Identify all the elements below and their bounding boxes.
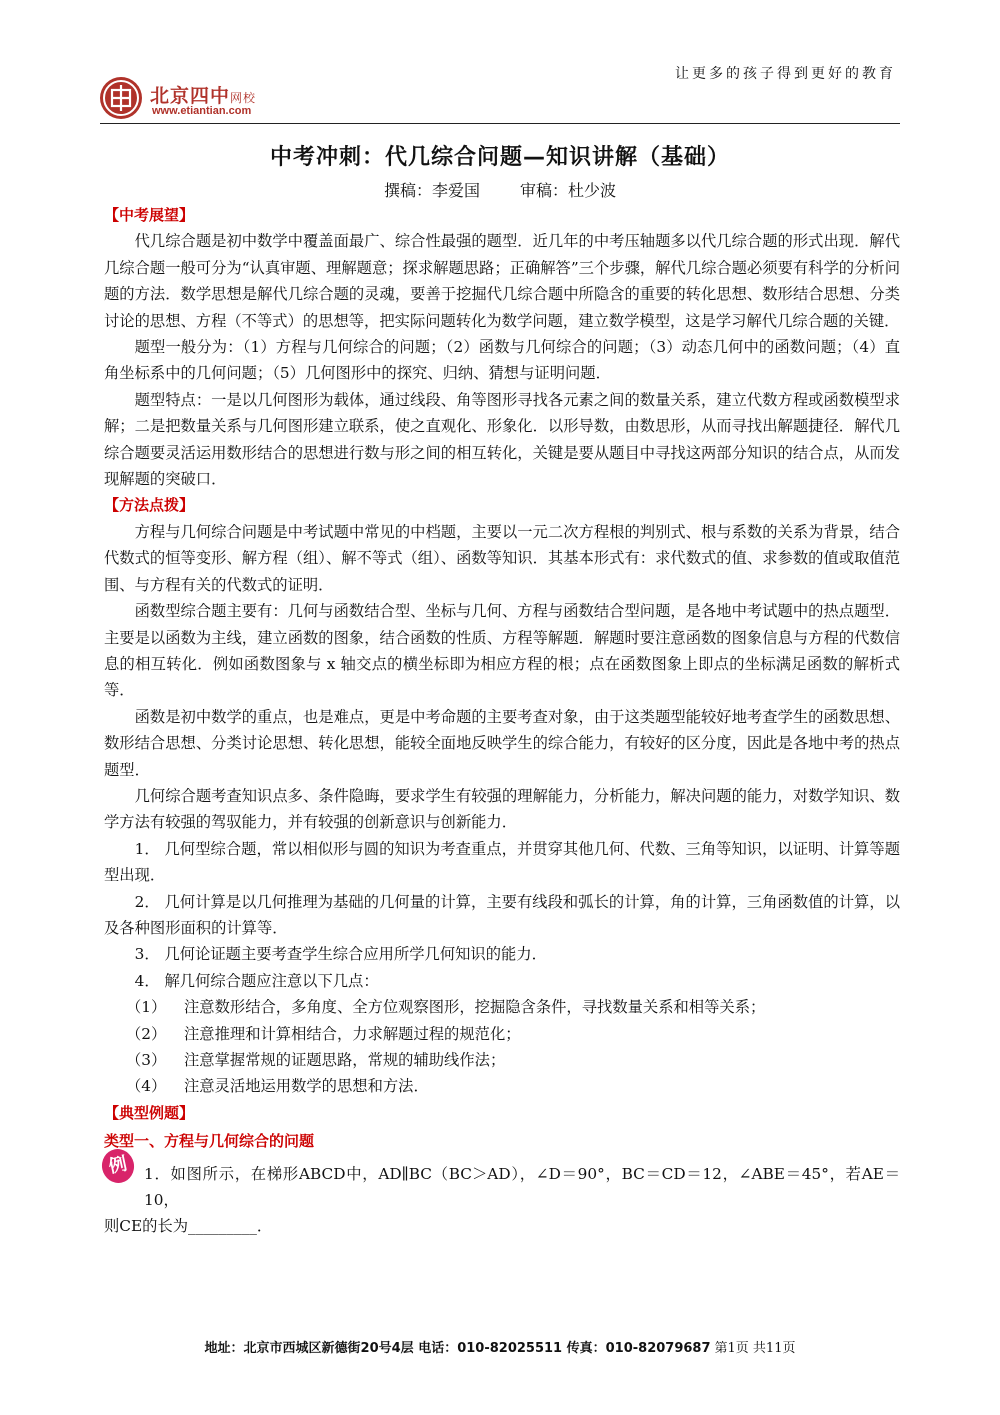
numbered-paragraph: 2． 几何计算是以几何推理为基础的几何量的计算，主要有线段和弧长的计算，角的计算，三角函数值的计算，以及各种图形面积的计算等．: [104, 892, 900, 937]
numbered-paragraph: 1． 几何型综合题，常以相似形与圆的知识为考查重点，并贯穿其他几何、代数、三角等知识，以证明、计算等题型出现．: [104, 839, 900, 885]
example-question: [104, 1152, 900, 1214]
example-badge-icon: 例: [99, 1146, 137, 1186]
paragraph: 代几综合题是初中数学中覆盖面最广、综合性最强的题型．近几年的中考压轴题多以代几综合题的形式出现．解代几综合题一般可分为“认真审题、理解题意；探求解题思路；正确解答”三个步骤，解代几综合题必须要有科学的分析问题的方法．数学思想是解代几综合题的灵魂，要善于挖掘代几综合题中所隐含的重要的转化思想、数形结合思想、分类讨论的思想、方程（不等式）的思想等，把实际问题转化为数学问题，建立数学模型，这是学习解代几综合题的关键．: [104, 232, 900, 330]
header-slogan: 让更多的孩子得到更好的教育: [675, 66, 896, 82]
page-header: [100, 55, 900, 125]
list-item: [104, 1021, 900, 1047]
list-item-text: 注意掌握常规的证题思路，常规的辅助线作法；: [184, 1051, 506, 1069]
list-item: [104, 1073, 900, 1099]
section-heading-method: 【方法点拨】: [104, 496, 195, 515]
type-heading: 类型一、方程与几何综合的问题: [104, 1132, 315, 1151]
page-footer: [0, 1337, 1000, 1356]
paragraph: 题型特点：一是以几何图形为载体，通过线段、角等图形寻找各元素之间的数量关系，建立代数方程或函数模型求解；二是把数量关系与几何图形建立联系，使之直观化、形象化．以形导数，由数思形，从而寻找出解题捷径．解代几综合题要灵活运用数形结合的思想进行数与形之间的相互转化，关键是要从题目中寻找这两部分知识的结合点，从而发现解题的突破口．: [104, 390, 900, 489]
numbered-paragraph: 3． 几何论证题主要考查学生综合应用所学几何知识的能力．: [134, 945, 547, 964]
author: 撰稿：李爱国: [383, 181, 480, 200]
list-item-text: 注意推理和计算相结合，力求解题过程的规范化；: [184, 1024, 521, 1043]
paragraph: 函数型综合题主要有：几何与函数结合型、坐标与几何、方程与函数结合型问题，是各地中考试题中的热点题型．主要是以函数为主线，建立函数的图象，结合函数的性质、方程等解题．解题时要注意函数的图象信息与方程的代数信息的相互转化．例如函数图象与 x 轴交点的横坐标即为相应方程的根；点在函数图象上即点的坐标满足函数的解析式等．: [104, 602, 900, 700]
section-heading-examples: 【典型例题】: [104, 1103, 195, 1122]
list-item-number: （4）: [126, 1077, 167, 1096]
list-item-number: （2）: [126, 1024, 167, 1043]
logo-name-text: 北京四中: [150, 85, 231, 107]
example-text-line2: 则CE的长为_________．: [104, 1217, 273, 1236]
paragraph: 题型一般分为：（1）方程与几何综合的问题；（2）函数与几何综合的问题；（3）动态几何中的函数问题；（4）直角坐标系中的几何问题；（5）几何图形中的探究、归纳、猜想与证明问题．: [104, 338, 900, 383]
reviewer: 审稿：杜少波: [520, 181, 617, 200]
list-item-text: 注意数形结合，多角度、全方位观察图形，挖掘隐含条件，寻找数量关系和相等关系；: [184, 998, 766, 1017]
footer-address: 地址：北京市西城区新德街20号4层 电话：010-82025511 传真：010-82079687: [204, 1341, 711, 1356]
page-number: 第1页 共11页: [714, 1341, 796, 1356]
logo-sub-text: 网校: [230, 91, 257, 105]
document-body: [104, 202, 900, 1240]
author-line: [0, 178, 1000, 201]
list-item-number: （3）: [126, 1051, 167, 1069]
numbered-paragraph: 4． 解几何综合题应注意以下几点：: [134, 971, 379, 990]
section-heading-outlook: 【中考展望】: [104, 206, 195, 224]
logo-url: www.etiantian.com: [152, 105, 252, 117]
logo-name: [150, 81, 256, 108]
paragraph: 方程与几何综合问题是中考试题中常见的中档题，主要以一元二次方程根的判别式、根与系数的关系为背景，结合代数式的恒等变形、解方程（组）、解不等式（组）、函数等知识．其基本形式有：求代数式的值、求参数的值或取值范围、与方程有关的代数式的证明．: [104, 522, 900, 594]
header-divider: [100, 123, 900, 124]
example-text-line1: 1．如图所示，在梯形ABCD中，AD∥BC（BC＞AD），∠D＝90°，BC＝CD＝12，∠ABE＝45°，若AE＝10，: [144, 1164, 900, 1210]
list-item-text: 注意灵活地运用数学的思想和方法．: [184, 1077, 429, 1096]
list-item: [104, 994, 900, 1020]
list-item-number: （1）: [126, 998, 167, 1017]
logo-icon: [100, 77, 142, 119]
paragraph: 函数是初中数学的重点，也是难点，更是中考命题的主要考查对象，由于这类题型能较好地考查学生的函数思想、数形结合思想、分类讨论思想、转化思想，能较全面地反映学生的综合能力，有较好的区分度，因此是各地中考的热点题型．: [104, 707, 900, 779]
list-item: [104, 1047, 900, 1073]
paragraph: 几何综合题考查知识点多、条件隐晦，要求学生有较强的理解能力，分析能力，解决问题的能力，对数学知识、数学方法有较强的驾驭能力，并有较强的创新意识与创新能力．: [104, 786, 900, 832]
document-title: 中考冲刺：代几综合问题—知识讲解（基础）: [269, 145, 730, 170]
